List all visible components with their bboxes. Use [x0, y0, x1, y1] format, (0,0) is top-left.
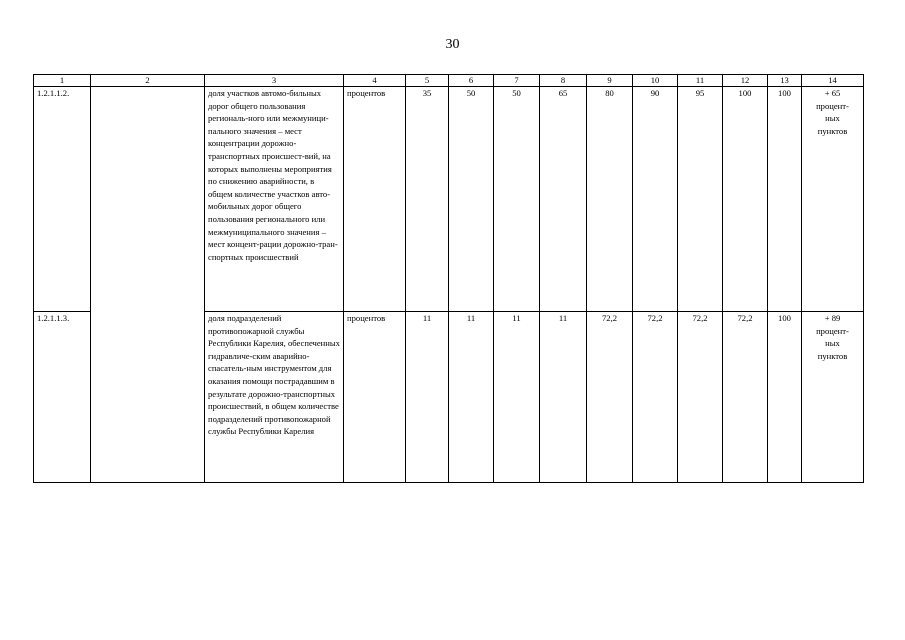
value-cell: 11 — [540, 312, 587, 483]
value-cell: 90 — [633, 87, 678, 312]
value-cell: 50 — [494, 87, 540, 312]
column-header: 3 — [205, 75, 344, 87]
column-header: 9 — [587, 75, 633, 87]
value-cell: 72,2 — [678, 312, 723, 483]
empty-cell — [91, 87, 205, 483]
result-line: + 65 — [824, 88, 841, 98]
column-header: 13 — [768, 75, 802, 87]
value-cell: 100 — [768, 87, 802, 312]
unit-cell: процентов — [344, 312, 406, 483]
value-cell: 72,2 — [587, 312, 633, 483]
column-header: 14 — [802, 75, 864, 87]
value-cell: 95 — [678, 87, 723, 312]
table-row — [34, 87, 864, 312]
value-cell: 100 — [723, 87, 768, 312]
column-header: 4 — [344, 75, 406, 87]
column-header: 11 — [678, 75, 723, 87]
result-line: пунктов — [817, 125, 848, 136]
value-cell: 80 — [587, 87, 633, 312]
value-cell: 72,2 — [633, 312, 678, 483]
indicator-description: доля подразделений противопожарной службы Республики Карелия, обеспеченных гидравличе-ским аварийно-спасатель-ным инструментом для оказания помощи пострадавшим в результате дорожно-транспортных происшествий, в общем количестве подразделений противопожарной службы Республики Карелия — [205, 312, 344, 483]
result-line: процент- — [816, 100, 849, 111]
value-cell: 72,2 — [723, 312, 768, 483]
column-header: 8 — [540, 75, 587, 87]
result-cell — [802, 87, 864, 312]
column-header: 5 — [406, 75, 449, 87]
column-header: 12 — [723, 75, 768, 87]
indicator-description: доля участков автомо-бильных дорог общего пользования региональ-ного или межмуници-пального значения – мест концентрации дорожно-транспортных происшест-вий, на которых выполнены мероприятия по снижению аварийности, в общем количестве участков авто-мобильных дорог общего пользования регионального или межмуниципального значения – мест концент-рации дорожно-тран-спортных происшествий — [205, 87, 344, 312]
page-number: 30 — [445, 37, 460, 52]
column-header: 6 — [449, 75, 494, 87]
column-header: 10 — [633, 75, 678, 87]
column-header: 7 — [494, 75, 540, 87]
value-cell: 100 — [768, 312, 802, 483]
value-cell: 50 — [449, 87, 494, 312]
value-cell: 11 — [494, 312, 540, 483]
result-line: процент- — [816, 325, 849, 336]
result-line: ных — [825, 338, 840, 349]
indicators-table — [33, 74, 864, 483]
row-number: 1.2.1.1.3. — [34, 312, 91, 483]
result-line: ных — [825, 113, 840, 124]
value-cell: 11 — [449, 312, 494, 483]
column-header: 2 — [91, 75, 205, 87]
result-line: пунктов — [817, 350, 848, 361]
column-header: 1 — [34, 75, 91, 87]
value-cell: 11 — [406, 312, 449, 483]
result-cell — [802, 312, 864, 483]
value-cell: 35 — [406, 87, 449, 312]
unit-cell: процентов — [344, 87, 406, 312]
result-line: + 89 — [824, 313, 841, 323]
row-number: 1.2.1.1.2. — [34, 87, 91, 312]
header-row — [34, 75, 864, 87]
value-cell: 65 — [540, 87, 587, 312]
